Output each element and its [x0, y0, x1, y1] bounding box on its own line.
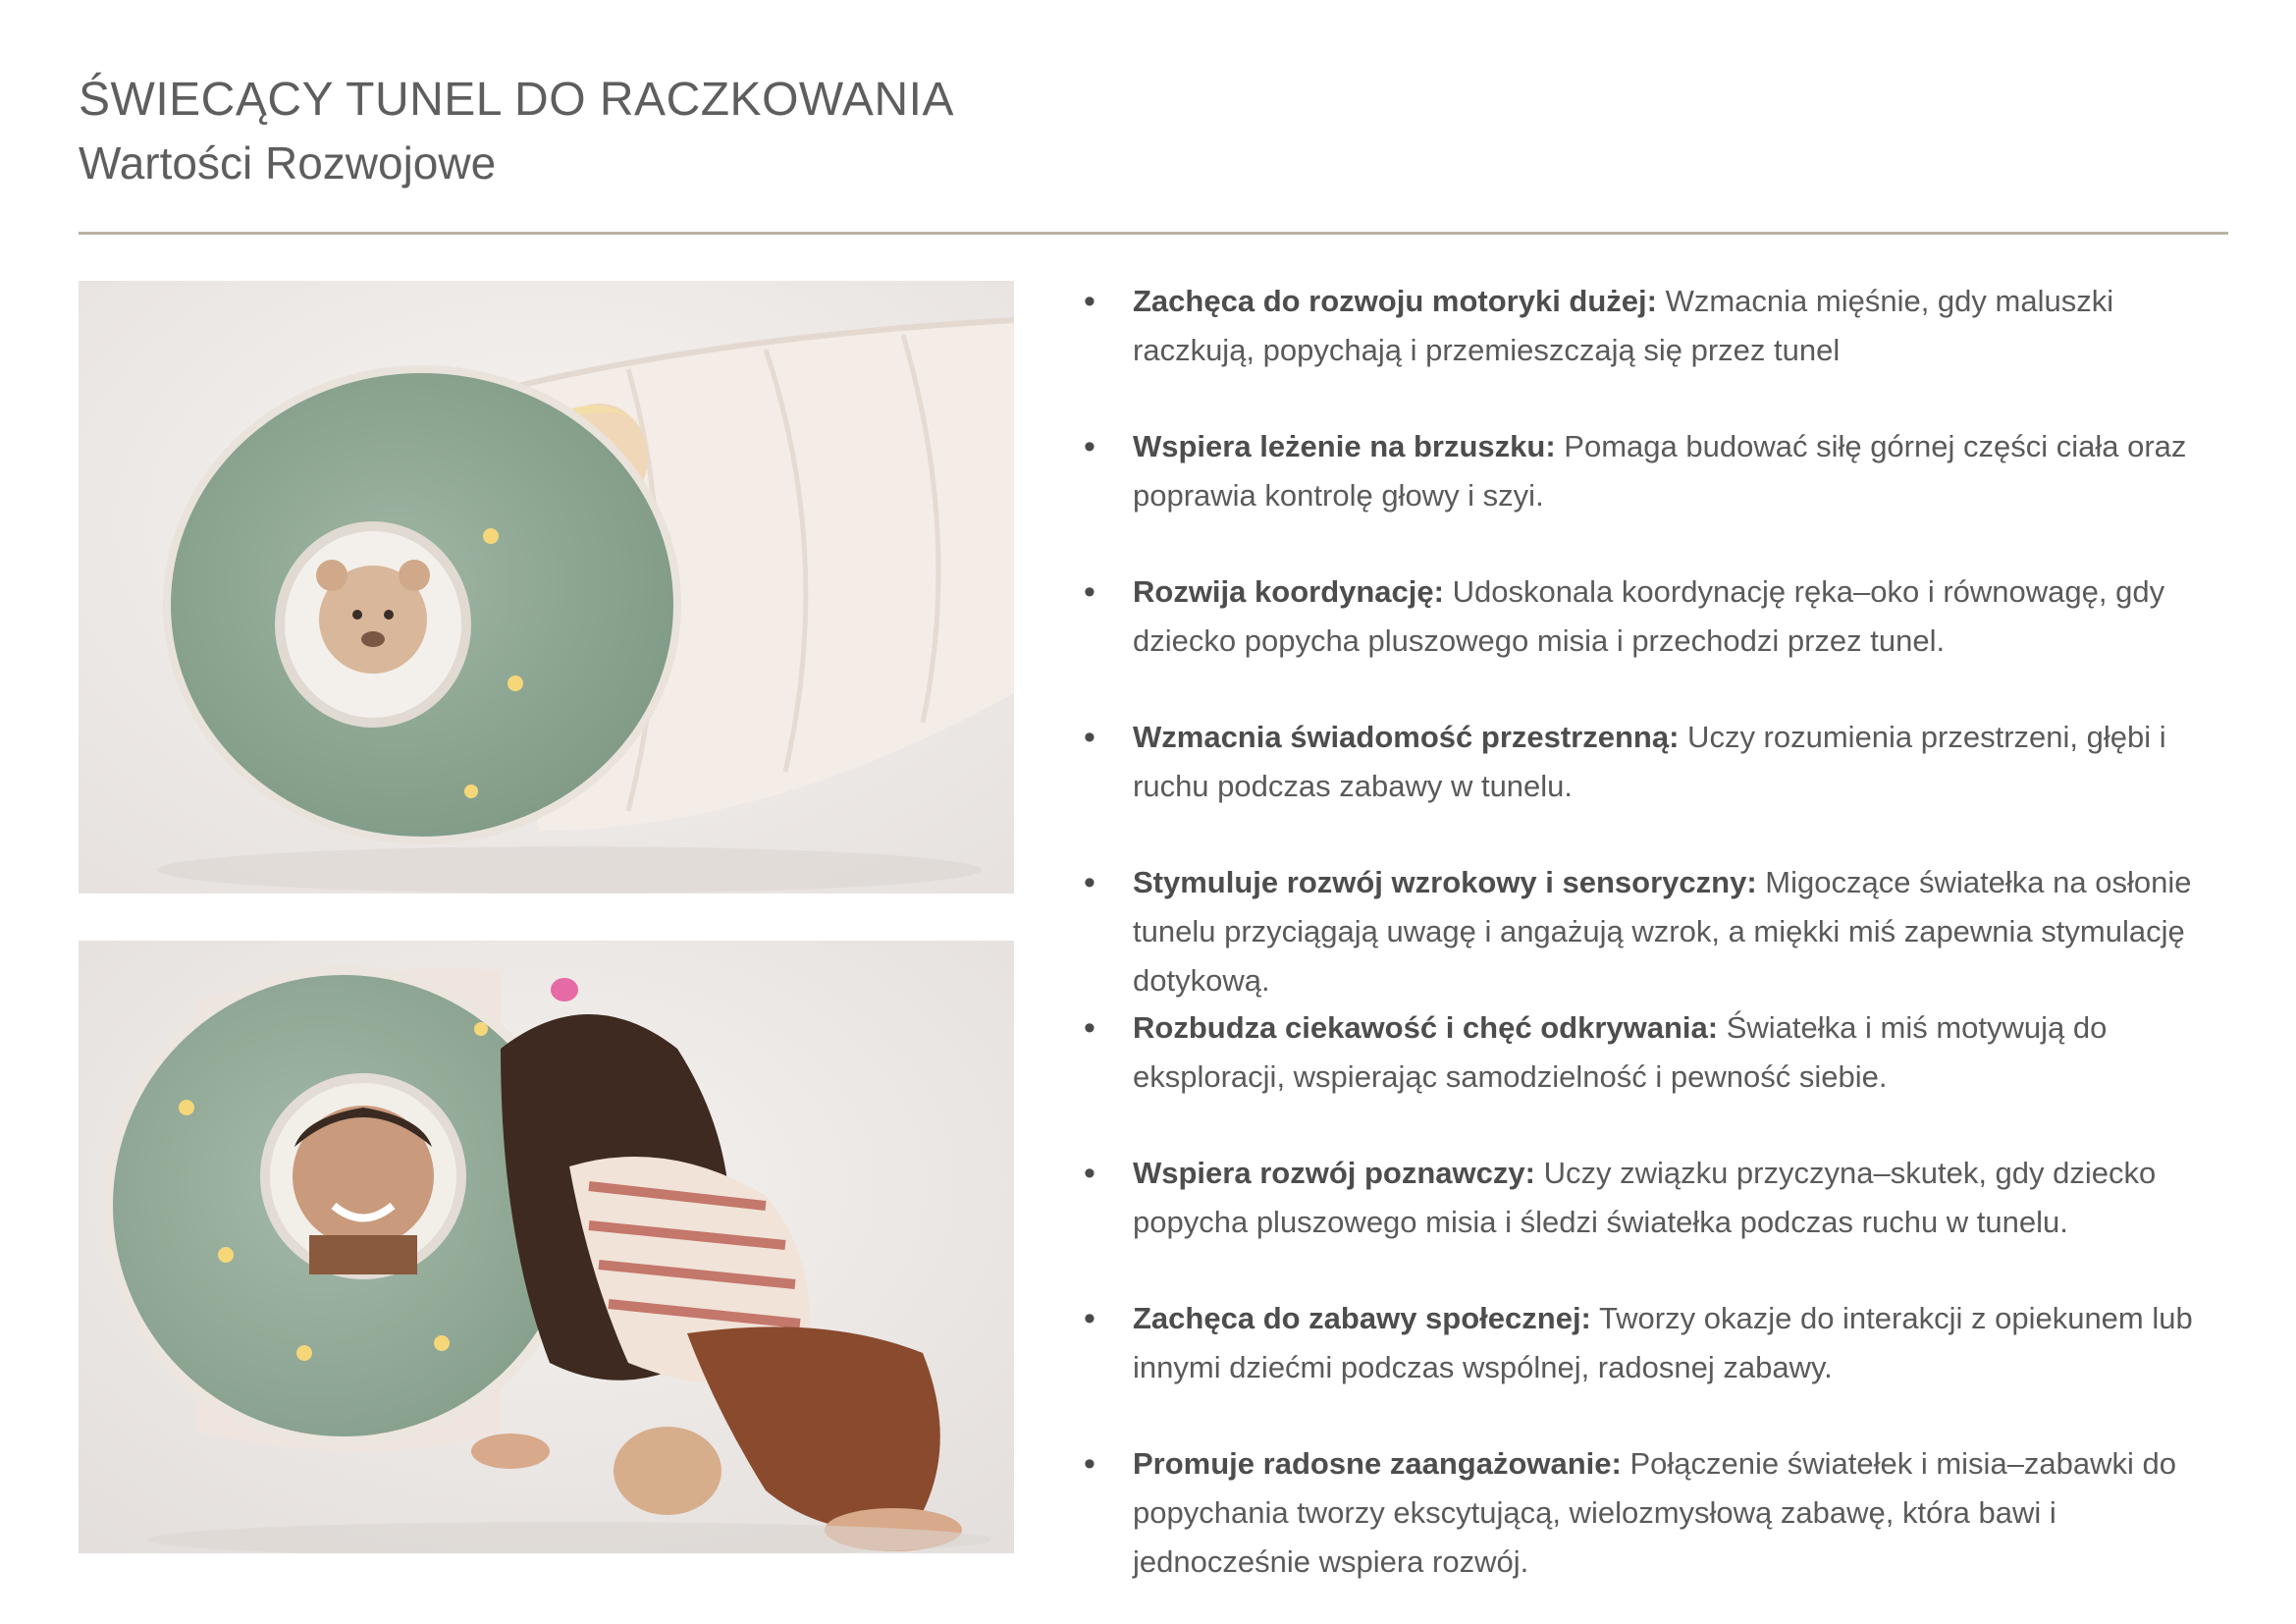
- tunnel-girl-illustration: [79, 941, 1014, 1553]
- item-label: Zachęca do rozwoju motoryki dużej:: [1133, 284, 1657, 318]
- bullet-dot-icon: •: [1084, 283, 1095, 320]
- item-label: Wzmacnia świadomość przestrzenną:: [1133, 720, 1680, 754]
- bullet-dot-icon: •: [1084, 1009, 1095, 1047]
- photo-girl-at-tunnel: [79, 941, 1014, 1553]
- item-label: Promuje radosne zaangażowanie:: [1133, 1446, 1622, 1481]
- list-item: [1084, 422, 2232, 568]
- list-item: [1084, 1439, 2232, 1597]
- photo-baby-in-tunnel: [79, 281, 1014, 893]
- header-divider: [79, 232, 2228, 235]
- item-label: Wspiera rozwój poznawczy:: [1133, 1156, 1535, 1190]
- tunnel-baby-illustration: [79, 281, 1014, 893]
- list-item: [1084, 858, 2232, 1003]
- bullet-dot-icon: •: [1084, 428, 1095, 465]
- list-item: [1084, 1003, 2232, 1149]
- bullet-dot-icon: •: [1084, 1155, 1095, 1192]
- bullet-dot-icon: •: [1084, 573, 1095, 611]
- bullet-dot-icon: •: [1084, 719, 1095, 756]
- bullet-dot-icon: •: [1084, 1445, 1095, 1483]
- page-subtitle: Wartości Rozwojowe: [79, 137, 497, 189]
- page-title: ŚWIECĄCY TUNEL DO RACZKOWANIA: [79, 74, 954, 126]
- item-text: Pomaga budować siłę górnej części ciała oraz poprawia kontrolę głowy i szyi.: [1133, 429, 2187, 513]
- item-text: Tworzy okazje do interakcji z opiekunem lub innymi dziećmi podczas wspólnej, radosnej zabawy.: [1133, 1301, 2193, 1384]
- item-text: Uczy rozumienia przestrzeni, głębi i ruchu podczas zabawy w tunelu.: [1133, 720, 2166, 803]
- item-label: Wspiera leżenie na brzuszku:: [1133, 429, 1556, 463]
- item-label: Zachęca do zabawy społecznej:: [1133, 1301, 1591, 1335]
- bullet-dot-icon: •: [1084, 864, 1095, 901]
- list-item: [1084, 1294, 2232, 1439]
- item-text: Udoskonala koordynację ręka–oko i równowagę, gdy dziecko popycha pluszowego misia i przechodzi przez tunel.: [1133, 574, 2165, 658]
- item-label: Stymuluje rozwój wzrokowy i sensoryczny:: [1133, 865, 1757, 899]
- list-item: [1084, 713, 2232, 858]
- item-text: Wzmacnia mięśnie, gdy maluszki raczkują, popychają i przemieszczają się przez tunel: [1133, 284, 2114, 367]
- bullet-dot-icon: •: [1084, 1300, 1095, 1337]
- item-text: Połączenie światełek i misia–zabawki do popychania tworzy ekscytującą, wielozmysłową zabawę, która bawi i jednocześnie wspiera rozwój.: [1133, 1446, 2177, 1579]
- list-item: [1084, 1149, 2232, 1294]
- item-text: Uczy związku przyczyna–skutek, gdy dziecko popycha pluszowego misia i śledzi światełka podczas ruchu w tunelu.: [1133, 1156, 2157, 1239]
- item-label: Rozwija koordynację:: [1133, 574, 1444, 609]
- list-item: [1084, 277, 2232, 422]
- list-item: [1084, 568, 2232, 713]
- development-values-list: [1084, 277, 2232, 1597]
- item-label: Rozbudza ciekawość i chęć odkrywania:: [1133, 1010, 1719, 1045]
- item-text: Światełka i miś motywują do eksploracji, wspierając samodzielność i pewność siebie.: [1133, 1010, 2108, 1094]
- item-text: Migoczące światełka na osłonie tunelu przyciągają uwagę i angażują wzrok, a miękki miś zapewnia stymulację dotykową.: [1133, 865, 2192, 998]
